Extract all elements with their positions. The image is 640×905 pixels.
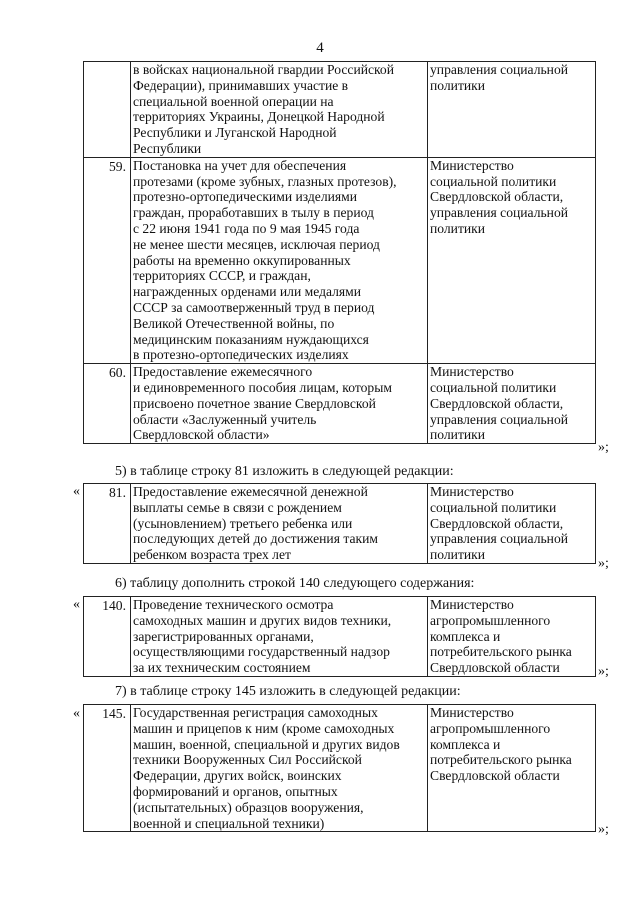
service-name-cell bbox=[131, 484, 428, 564]
page-number: 4 bbox=[316, 40, 324, 56]
opening-quote: « bbox=[73, 484, 80, 499]
text-line: социальной политики bbox=[430, 173, 557, 189]
row-number-cell: 60. bbox=[84, 364, 131, 444]
text-line: Республики и Луганской Народной bbox=[133, 125, 337, 141]
text-line: Свердловской области» bbox=[133, 427, 270, 443]
amendment-instruction-7: 7) в таблице строку 145 изложить в следующей редакции: bbox=[115, 684, 461, 699]
text-line: медицинским показаниям нуждающихся bbox=[133, 331, 369, 347]
service-name-cell bbox=[131, 364, 428, 444]
text-line: Предоставление ежемесячной денежной bbox=[133, 484, 368, 499]
text-line: Федерации), принимавших участие в bbox=[133, 77, 349, 93]
text-line: политики bbox=[430, 77, 486, 93]
text-line: Министерство bbox=[430, 597, 514, 612]
text-line: комплекса и bbox=[430, 736, 501, 752]
executor-cell bbox=[428, 62, 596, 158]
row-number-cell bbox=[84, 62, 131, 158]
text-line: Федерации, других войск, воинских bbox=[133, 768, 342, 784]
table-row-59 bbox=[84, 157, 596, 363]
text-line: Предоставление ежемесячного bbox=[133, 364, 313, 380]
service-name-cell bbox=[131, 705, 428, 832]
service-name-cell bbox=[131, 157, 428, 363]
text-line: социальной политики bbox=[430, 379, 557, 395]
services-table-row-81 bbox=[83, 483, 596, 564]
text-line: агропромышленного bbox=[430, 612, 551, 628]
text-line: Свердловской области bbox=[430, 660, 560, 676]
text-line: потребительского рынка bbox=[430, 644, 572, 660]
row-number-cell: 81. bbox=[84, 484, 131, 564]
text-line: Свердловской области bbox=[430, 768, 560, 784]
text-line: (усыновлением) третьего ребенка или bbox=[133, 515, 353, 531]
text-line: политики bbox=[430, 547, 486, 563]
text-line: области «Заслуженный учитель bbox=[133, 411, 317, 427]
text-line: Министерство bbox=[430, 705, 514, 720]
opening-quote: « bbox=[73, 706, 80, 721]
text-line: политики bbox=[430, 220, 486, 236]
text-line: награжденных орденами или медалями bbox=[133, 284, 362, 300]
text-line: протезно-ортопедическими изделиями bbox=[133, 189, 358, 205]
text-line: ребенком возраста трех лет bbox=[133, 547, 291, 563]
services-table-part-1 bbox=[83, 61, 596, 444]
executor-cell bbox=[428, 705, 596, 832]
executor-cell bbox=[428, 484, 596, 564]
service-name-cell bbox=[131, 597, 428, 677]
text-line: машин и прицепов к ним (кроме самоходных bbox=[133, 720, 395, 736]
text-line: Министерство bbox=[430, 484, 514, 499]
text-line: Свердловской области, bbox=[430, 189, 564, 205]
text-line: социальной политики bbox=[430, 499, 557, 515]
text-line: машин, военной, специальной и других видов bbox=[133, 736, 400, 752]
text-line: протезами (кроме зубных, глазных протезов), bbox=[133, 173, 397, 189]
text-line: (испытательных) образцов вооружения, bbox=[133, 799, 364, 815]
table-row-60 bbox=[84, 364, 596, 444]
text-line: Свердловской области, bbox=[430, 395, 564, 411]
table-row-140 bbox=[84, 597, 596, 677]
service-name-cell bbox=[131, 62, 428, 158]
text-line: СССР за самоотверженный труд в период bbox=[133, 299, 375, 315]
text-line: последующих детей до достижения таким bbox=[133, 531, 378, 547]
row-number-cell: 140. bbox=[84, 597, 131, 677]
text-line: Министерство bbox=[430, 364, 514, 380]
text-line: специальной военной операции на bbox=[133, 93, 334, 109]
text-line: в протезно-ортопедических изделиях bbox=[133, 347, 349, 363]
text-line: агропромышленного bbox=[430, 720, 551, 736]
text-line: выплаты семье в связи с рождением bbox=[133, 499, 342, 515]
text-line: территориях Украины, Донецкой Народной bbox=[133, 109, 385, 125]
closing-quote: »; bbox=[598, 440, 609, 455]
text-line: в войсках национальной гвардии Российской bbox=[133, 62, 395, 77]
text-line: Постановка на учет для обеспечения bbox=[133, 157, 347, 173]
opening-quote: « bbox=[73, 597, 80, 612]
text-line: граждан, проработавших в тылу в период bbox=[133, 205, 374, 221]
text-line: управления социальной bbox=[430, 531, 569, 547]
text-line: Свердловской области, bbox=[430, 515, 564, 531]
closing-quote: »; bbox=[598, 822, 609, 837]
text-line: Министерство bbox=[430, 157, 514, 173]
text-line: работы на временно оккупированных bbox=[133, 252, 351, 268]
row-number-cell: 59. bbox=[84, 157, 131, 363]
text-line: формирований и органов, опытных bbox=[133, 783, 338, 799]
amendment-instruction-6: 6) таблицу дополнить строкой 140 следующего содержания: bbox=[115, 576, 475, 591]
text-line: и единовременного пособия лицам, которым bbox=[133, 379, 392, 395]
table-row-81 bbox=[84, 484, 596, 564]
services-table-row-145 bbox=[83, 704, 596, 832]
text-line: управления социальной bbox=[430, 205, 569, 221]
amendment-instruction-5: 5) в таблице строку 81 изложить в следующей редакции: bbox=[115, 464, 454, 479]
text-line: зарегистрированных органами, bbox=[133, 628, 314, 644]
text-line: Проведение технического осмотра bbox=[133, 597, 334, 612]
text-line: не менее шести месяцев, исключая период bbox=[133, 236, 380, 252]
text-line: военной и специальной техники) bbox=[133, 815, 325, 831]
text-line: управления социальной bbox=[430, 62, 569, 77]
text-line: самоходных машин и других видов техники, bbox=[133, 612, 392, 628]
executor-cell bbox=[428, 597, 596, 677]
text-line: потребительского рынка bbox=[430, 752, 572, 768]
text-line: Великой Отечественной войны, по bbox=[133, 315, 335, 331]
text-line: техники Вооруженных Сил Российской bbox=[133, 752, 362, 768]
text-line: комплекса и bbox=[430, 628, 501, 644]
table-row-continuation bbox=[84, 62, 596, 158]
closing-quote: »; bbox=[598, 556, 609, 571]
text-line: политики bbox=[430, 427, 486, 443]
text-line: Государственная регистрация самоходных bbox=[133, 705, 378, 720]
row-number-cell: 145. bbox=[84, 705, 131, 832]
services-table-row-140 bbox=[83, 596, 596, 677]
text-line: присвоено почетное звание Свердловской bbox=[133, 395, 376, 411]
executor-cell bbox=[428, 157, 596, 363]
executor-cell bbox=[428, 364, 596, 444]
text-line: с 22 июня 1941 года по 9 мая 1945 года bbox=[133, 220, 360, 236]
text-line: управления социальной bbox=[430, 411, 569, 427]
table-row-145 bbox=[84, 705, 596, 832]
text-line: осуществляющими государственный надзор bbox=[133, 644, 390, 660]
text-line: Республики bbox=[133, 140, 202, 156]
closing-quote: »; bbox=[598, 664, 609, 679]
text-line: за их техническим состоянием bbox=[133, 660, 311, 676]
text-line: территориях СССР, и граждан, bbox=[133, 268, 311, 284]
